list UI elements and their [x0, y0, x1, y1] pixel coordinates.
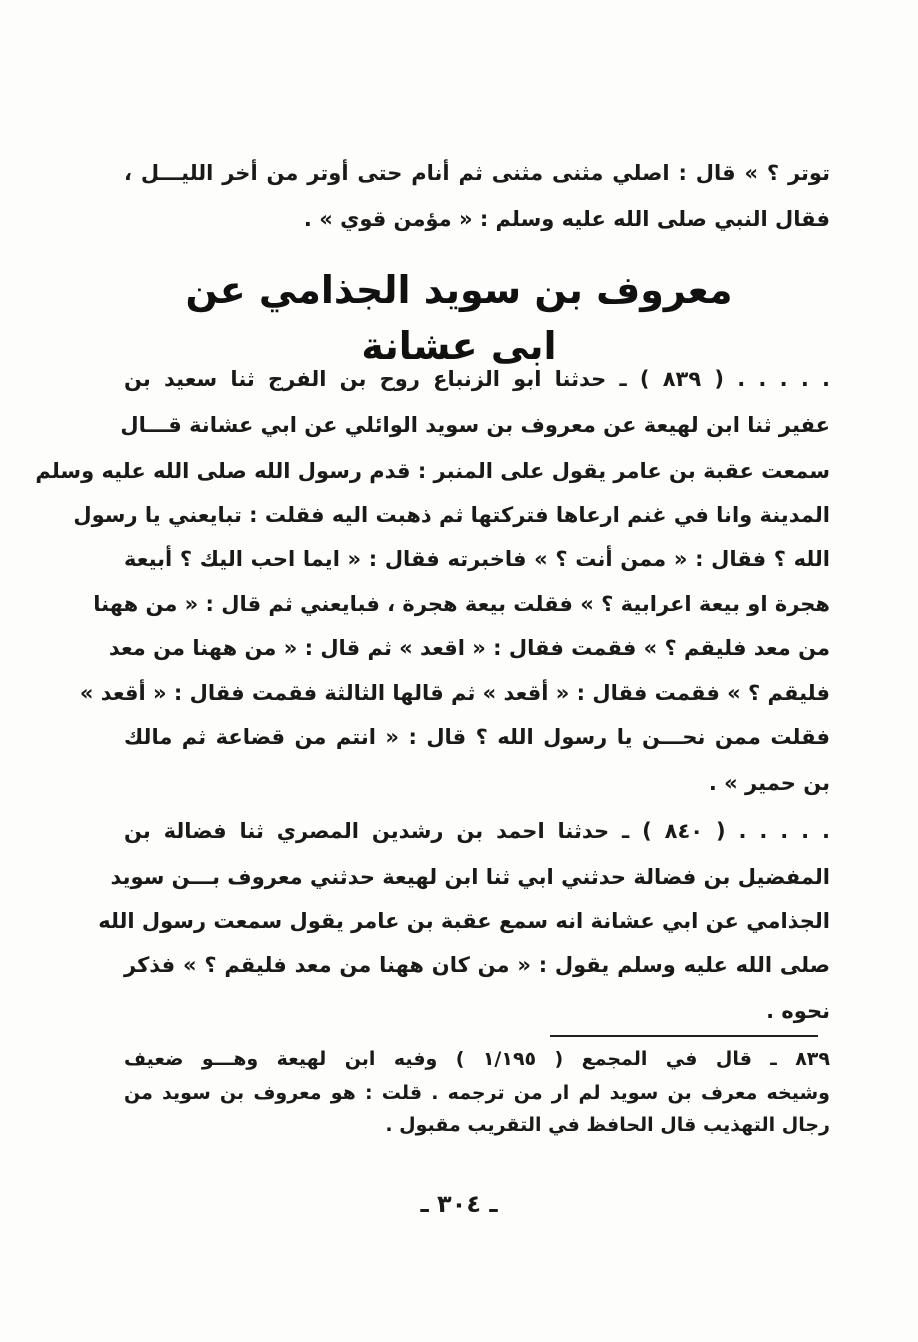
hadith-839-line: . . . . . ( ٨٣٩ ) ـ حدثنا ابو الزنباع روح بن الفرج ثنا سعيد بن [124, 367, 830, 391]
hadith-839-line: هجرة او بيعة اعرابية ؟ » فقلت بيعة هجرة ، فبايعني ثم قال : « من ههنا [93, 592, 830, 616]
footnote-line: رجال التهذيب قال الحافظ في التقريب مقبول . [385, 1114, 830, 1136]
hadith-840-line: نحوه . [766, 999, 830, 1023]
footnote-divider [550, 1035, 818, 1037]
hadith-839-line: عفير ثنا ابن لهيعة عن معروف بن سويد الوائلي عن ابي عشانة قـــال [120, 413, 830, 437]
page-number: ـ ٣٠٤ ـ [420, 1190, 498, 1218]
hadith-840-line: . . . . . ( ٨٤٠ ) ـ حدثنا احمد بن رشدين المصري ثنا فضالة بن [124, 819, 830, 843]
intro-line-2: فقال النبي صلى الله عليه وسلم : « مؤمن قوي » . [303, 207, 830, 231]
footnote-line: ٨٣٩ ـ قال في المجمع ( ١/١٩٥ ) وفيه ابن لهيعة وهـــو ضعيف [124, 1048, 830, 1070]
hadith-839-line: سمعت عقبة بن عامر يقول على المنبر : قدم رسول الله صلى الله عليه وسلم [35, 459, 830, 483]
hadith-839-line: من معد فليقم ؟ » فقمت فقال : « اقعد » ثم قال : « من ههنا من معد [108, 636, 830, 660]
intro-line-1: توتر ؟ » قال : اصلي مثنى مثنى ثم أنام حتى أوتر من أخر الليـــل ، [124, 161, 830, 185]
hadith-840-line: المفضيل بن فضالة حدثني ابي ثنا ابن لهيعة حدثني معروف بـــن سويد [110, 865, 830, 889]
hadith-840-line: صلى الله عليه وسلم يقول : « من كان ههنا من معد فليقم ؟ » فذكر [124, 953, 830, 977]
footnote-line: وشيخه معرف بن سويد لم ار من ترجمه . قلت : هو معروف بن سويد من [124, 1082, 830, 1104]
hadith-840-line: الجذامي عن ابي عشانة انه سمع عقبة بن عامر يقول سمعت رسول الله [98, 909, 830, 933]
hadith-839-line: فليقم ؟ » فقمت فقال : « أقعد » ثم قالها الثالثة فقمت فقال : « أقعد » [79, 681, 830, 705]
hadith-839-line: الله ؟ فقال : « ممن أنت ؟ » فاخبرته فقال : « ايما احب اليك ؟ أبيعة [124, 547, 830, 571]
hadith-839-line: فقلت ممن نحـــن يا رسول الله ؟ قال : « انتم من قضاعة ثم مالك [124, 725, 830, 749]
hadith-839-line: بن حمير » . [708, 771, 830, 795]
section-heading: معروف بن سويد الجذامي عن ابى عشانة [185, 268, 733, 368]
hadith-839-line: المدينة وانا في غنم ارعاها فتركتها ثم ذهبت اليه فقلت : تبايعني يا رسول [73, 503, 830, 527]
